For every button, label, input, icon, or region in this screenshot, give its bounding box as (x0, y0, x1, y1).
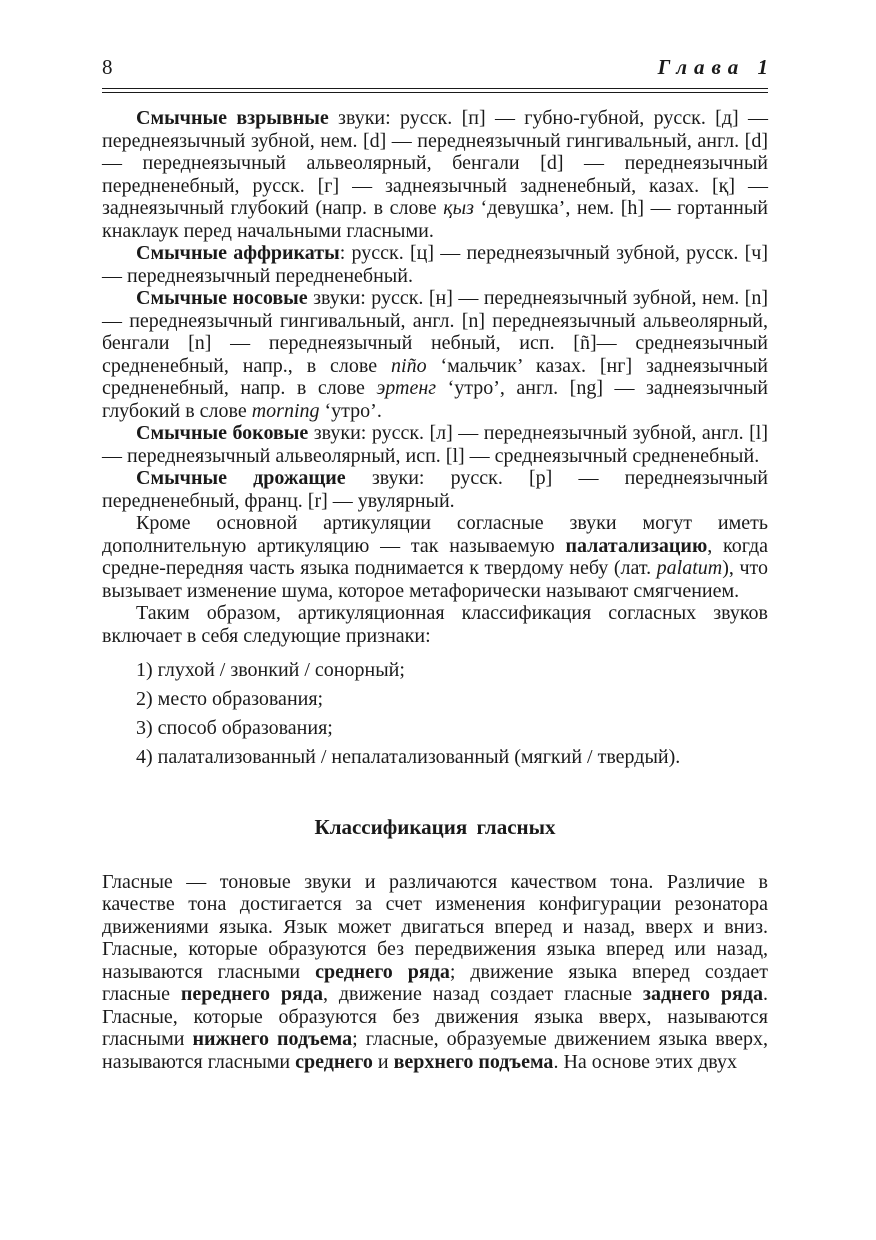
term-low: нижнего подъема (192, 1028, 353, 1050)
list-item: 4) палатализованный / непалатализованный (мягкий / твердый). (136, 746, 681, 768)
example-word: эртенг (376, 377, 437, 399)
term-plosives: Смычные взрывные (136, 107, 329, 129)
list-item: 1) глухой / звонкий / сонорный; (136, 659, 405, 681)
page-number: 8 (102, 55, 113, 79)
paragraph-vowels: Гласные — тоновые звуки и различаются качеством тона. Различие в качестве тона достигается за счет изменения конфигурации резонатора движениями языка. Язык может двигаться вперед и назад, вверх и вниз. Гласные, которые образуются без передвижения языка вперед или назад, называются гласными среднего ряда; движение языка вперед создает гласные переднего ряда, движение назад создает гласные заднего ряда. Гласные, которые образуются без движения языка вверх, называются гласными нижнего подъема; гласные, образуемые движением языка вверх, называются гласными среднего и верхнего подъема. На основе этих двух (102, 870, 769, 1073)
header-rule (102, 88, 768, 89)
paragraph-palatalization: Кроме основной артикуляции согласные звуки могут иметь дополнительную артикуляцию — так называемую палатализацию, когда средне-передняя часть языка поднимается к твердому небу (лат. palatum), что вызывает изменение шума, которое метафорически называют смягчением. (102, 512, 768, 602)
term-palatalization: палатализацию (565, 534, 708, 557)
section-heading: Классификация гласных (314, 815, 556, 839)
example-word: morning (251, 399, 320, 422)
example-word: niño (391, 354, 427, 377)
term-central: среднего ряда (315, 960, 450, 983)
paragraph-affricates: Смычные аффрикаты: русск. [ц] — переднеязычный зубной, русск. [ч] — переднеязычный передненебный. (102, 242, 768, 287)
term-mid: среднего (295, 1050, 373, 1073)
example-word: қыз (443, 197, 474, 219)
list-item: 2) место образования; (136, 688, 324, 710)
term-laterals: Смычные боковые (136, 422, 309, 444)
term-front: переднего ряда (180, 983, 323, 1005)
term-back: заднего ряда (642, 983, 763, 1005)
chapter-title: Глава 1 (657, 55, 775, 79)
paragraph-laterals: Смычные боковые звуки: русск. [л] — переднеязычный зубной, англ. [l] — переднеязычный альвеолярный, исп. [l] — среднеязычный средненебный. (102, 422, 768, 467)
term-affricates: Смычные аффрикаты (136, 242, 340, 264)
list-item: 3) способ образования; (136, 717, 333, 739)
term-trills: Смычные дрожащие (136, 467, 346, 489)
book-page (102, 55, 775, 1073)
header-rule-second (102, 92, 768, 93)
running-header (102, 55, 775, 88)
term-high: верхнего подъема (393, 1050, 554, 1073)
paragraph-summary: Таким образом, артикуляционная классификация согласных звуков включает в себя следующие признаки: (102, 602, 768, 647)
term-nasals: Смычные носовые (136, 287, 308, 309)
paragraph-nasals: Смычные носовые звуки: русск. [н] — переднеязычный зубной, нем. [n] — переднеязычный гингивальный, англ. [n] переднеязычный альвеолярный, бенгали [n] — переднеязычный небный, исп. [ñ]— среднеязычный средненебный, напр., в слове niño ‘мальчик’ казах. [нг] заднеязычный средненебный, напр. в слове эртенг ‘утро’, англ. [ng] — заднеязычный глубокий в слове morning ‘утро’. (102, 287, 769, 422)
paragraph-trills: Смычные дрожащие звуки: русск. [р] — переднеязычный передненебный, франц. [r] — увулярный. (102, 467, 768, 512)
features-list (136, 656, 768, 772)
latin-word: palatum (656, 557, 723, 579)
paragraph-plosives: Смычные взрывные звуки: русск. [п] — губно-губной, русск. [д] — переднеязычный зубной, нем. [d] — переднеязычный гингивальный, англ. [d] — переднеязычный альвеолярный, бенгали [d] — переднеязычный передненебный, русск. [г] — заднеязычный задненебный, казах. [қ] — заднеязычный глубокий (напр. в слове қыз ‘девушка’, нем. [h] — гортанный кнаклаук перед начальными гласными. (102, 107, 769, 242)
